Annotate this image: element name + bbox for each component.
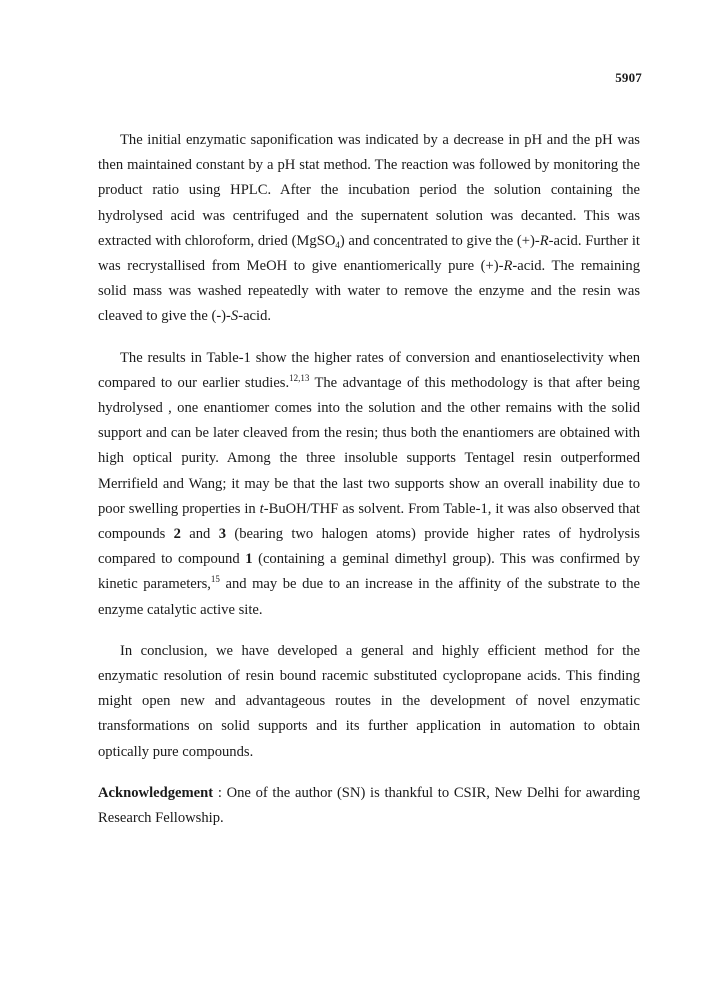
paragraph-acknowledgement xyxy=(98,781,640,831)
p1-s-config: S xyxy=(230,308,239,325)
acknowledgement-text: : One of the author (SN) is thankful to CSIR, New Delhi for awarding Research Fellowship. xyxy=(98,784,640,827)
p2-compound-3: 3 xyxy=(218,526,227,543)
p1-r-config-2: R xyxy=(503,258,513,275)
article-body xyxy=(98,128,640,847)
paragraph-saponification xyxy=(98,128,640,330)
paragraph-results xyxy=(98,346,640,623)
p2-text-3: -BuOH/THF as solvent. From Table-1, it was also observed that compounds xyxy=(98,500,640,543)
p2-text-2: The advantage of this methodology is that after being hydrolysed , one enantiomer comes into the solution and the other remains with the solid support and can be later cleaved from the resin; thus both the enantiomers are obtained with high optical purity. Among the three insoluble supports Tentagel resin outperformed Merrifield and Wang; it may be that the last two supports show an overall inability due to poor swelling properties in xyxy=(98,374,640,517)
p1-text-4: -acid. The remaining solid mass was washed repeatedly with water to remove the enzyme and the resin was cleaved to give the (-)- xyxy=(98,258,640,325)
p2-reference-2: 15 xyxy=(210,574,220,585)
p1-text-5: -acid. xyxy=(238,308,272,325)
p2-compound-1: 1 xyxy=(245,551,253,568)
page-number: 5907 xyxy=(615,70,642,85)
p2-compound-2: 2 xyxy=(173,526,181,543)
paragraph-conclusion: In conclusion, we have developed a general and highly efficient method for the enzymatic resolution of resin bound racemic substituted cyclopropane acids. This finding might open new and advantageous routes in the development of novel enzymatic transformations on solid supports and its further application in automation to obtain optically pure compounds. xyxy=(98,642,640,760)
p1-text-1: The initial enzymatic saponification was indicated by a decrease in pH and the pH was then maintained constant by a pH stat method. The reaction was followed by monitoring the product ratio using HPLC. After the incubation period the solution containing the hydrolysed acid was centrifuged and the supernatent solution was decanted. This was extracted with chloroform, dried (MgSO xyxy=(98,132,640,249)
p2-text-7: and may be due to an increase in the affinity of the substrate to the enzyme catalytic active site. xyxy=(98,576,640,618)
p1-subscript-4: 4 xyxy=(335,239,340,250)
acknowledgement-heading: Acknowledgement xyxy=(98,784,214,801)
p2-reference-1: 12,13 xyxy=(289,372,310,383)
p2-text-5: (bearing two halogen atoms) provide higher rates of hydrolysis compared to compound xyxy=(98,526,640,568)
p1-text-3: -acid. Further it was recrystallised from MeOH to give enantiomerically pure (+)- xyxy=(98,232,640,275)
p1-r-config-1: R xyxy=(539,232,549,249)
p2-text-4: and xyxy=(180,526,219,543)
p2-text-6: (containing a geminal dimethyl group). This was confirmed by kinetic parameters, xyxy=(98,551,640,593)
p2-text-1: The results in Table-1 show the higher rates of conversion and enantioselectivity when compared to our earlier studies. xyxy=(98,349,640,391)
p1-text-2: ) and concentrated to give the (+)- xyxy=(339,232,540,249)
p2-tert-prefix: t xyxy=(259,500,264,517)
